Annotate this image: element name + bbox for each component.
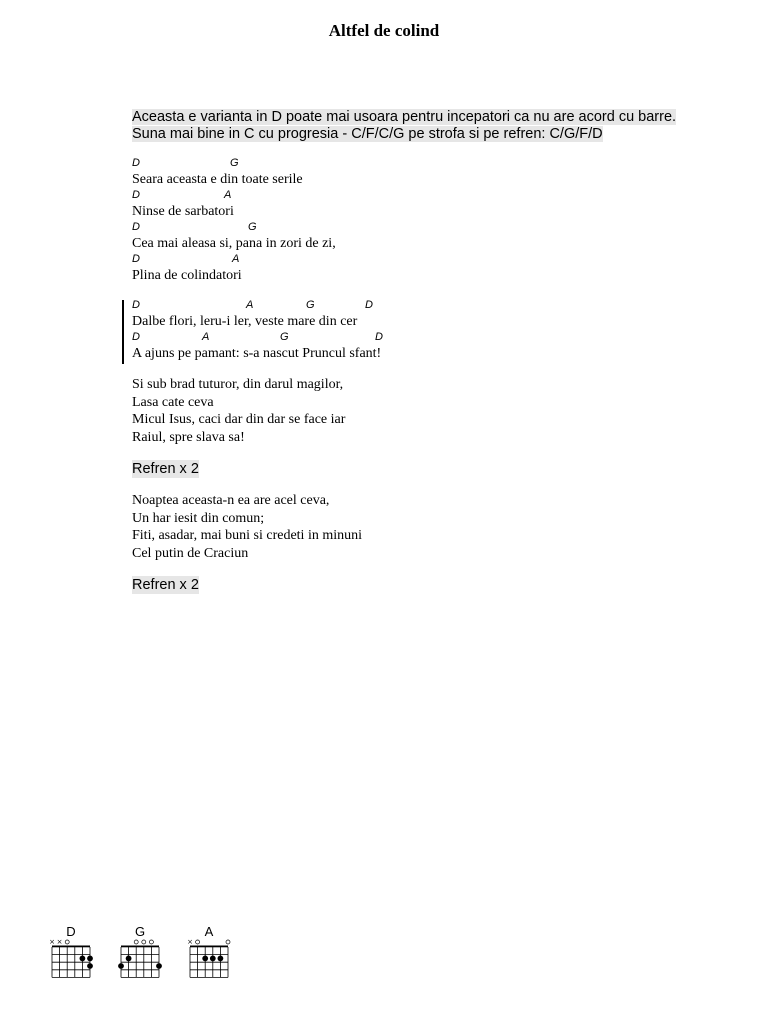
intro-note — [132, 109, 732, 143]
lyric-line: Un har iesit din comun; — [132, 510, 265, 526]
finger-dot — [80, 956, 86, 962]
nut — [190, 946, 228, 948]
chord-diagram-a — [184, 924, 234, 980]
lyric-line: A ajuns pe pamant: s-a nascut Pruncul sfant! — [132, 346, 382, 361]
verse-line — [132, 252, 732, 284]
finger-dot — [118, 963, 124, 969]
chord-symbol: G — [306, 299, 315, 311]
chord-diagram-name: A — [204, 924, 214, 939]
chord-symbol: A — [246, 299, 254, 311]
refrain-marker: Refren x 2 — [132, 461, 199, 477]
lyric-line: Lasa cate ceva — [132, 394, 214, 410]
finger-dot — [126, 956, 132, 962]
chord-symbol: G — [230, 157, 239, 169]
lyric-line: Plina de colindatori — [132, 268, 242, 283]
lyric-line: Noaptea aceasta-n ea are acel ceva, — [132, 493, 330, 508]
chord-grid — [184, 939, 234, 981]
chord-diagram-d — [46, 924, 96, 980]
chorus — [132, 298, 732, 362]
lyric-line: Cea mai aleasa si, pana in zori de zi, — [132, 236, 336, 251]
intro-note-line-1: Aceasta e varianta in D poate mai usoara pentru incepatori ca nu are acord cu barre. — [132, 109, 677, 125]
verse-line — [132, 156, 732, 188]
finger-dot — [210, 956, 216, 962]
song-content — [132, 109, 732, 594]
finger-dot — [87, 963, 93, 969]
chord-symbol: D — [132, 253, 140, 265]
refrain-marker: Refren x 2 — [132, 577, 199, 593]
muted-string-mark: × — [187, 939, 193, 946]
open-string-mark — [226, 940, 230, 944]
verse-3 — [132, 492, 732, 562]
verse-line — [132, 220, 732, 252]
chord-symbol: D — [365, 299, 373, 311]
chord-symbol: D — [132, 299, 140, 311]
chord-diagram-g — [115, 924, 165, 980]
muted-string-mark: × — [49, 939, 55, 946]
verse-1 — [132, 156, 732, 284]
lyric-line: Ninse de sarbatori — [132, 204, 234, 219]
chord-symbol: G — [248, 221, 257, 233]
chorus-bar — [122, 300, 124, 364]
chorus-line — [132, 330, 732, 362]
lyric-line: Cel putin de Craciun — [132, 545, 249, 561]
chord-symbol: D — [375, 331, 383, 343]
chord-diagram-name: G — [134, 924, 146, 939]
muted-string-mark: × — [56, 939, 63, 946]
verse-2 — [132, 376, 732, 446]
open-string-mark — [142, 940, 146, 944]
intro-note-line-2: Suna mai bine in C cu progresia - C/F/C/G pe strofa si pe refren: C/G/F/D — [132, 126, 603, 142]
chord-symbol: D — [132, 189, 140, 201]
open-string-mark — [65, 940, 69, 944]
open-string-mark — [149, 940, 153, 944]
chord-symbol: G — [280, 331, 289, 343]
chorus-line — [132, 298, 732, 330]
open-string-mark — [134, 940, 138, 944]
chord-symbol: A — [232, 253, 240, 265]
chord-diagram-name: D — [66, 924, 76, 939]
chord-symbol: D — [132, 331, 140, 343]
finger-dot — [202, 956, 208, 962]
chord-grid — [115, 939, 165, 981]
verse-line — [132, 188, 732, 220]
lyric-line: Dalbe flori, leru-i ler, veste mare din cer — [132, 314, 358, 329]
open-string-mark — [196, 940, 200, 944]
finger-dot — [156, 963, 162, 969]
lyric-line: Seara aceasta e din toate serile — [132, 172, 303, 187]
finger-dot — [87, 956, 93, 962]
song-title: Altfel de colind — [328, 21, 440, 40]
lyric-line: Raiul, spre slava sa! — [132, 429, 245, 445]
chord-symbol: D — [132, 221, 140, 233]
finger-dot — [218, 956, 224, 962]
chord-symbol: A — [224, 189, 232, 201]
lyric-line: Fiti, asadar, mai buni si credeti in minuni — [132, 528, 363, 543]
lyric-line: Micul Isus, caci dar din dar se face iar — [132, 412, 346, 427]
chord-symbol: A — [202, 331, 210, 343]
chord-grid — [46, 939, 96, 981]
chord-symbol: D — [132, 157, 140, 169]
lyric-line: Si sub brad tuturor, din darul magilor, — [132, 377, 344, 392]
nut — [121, 946, 159, 948]
